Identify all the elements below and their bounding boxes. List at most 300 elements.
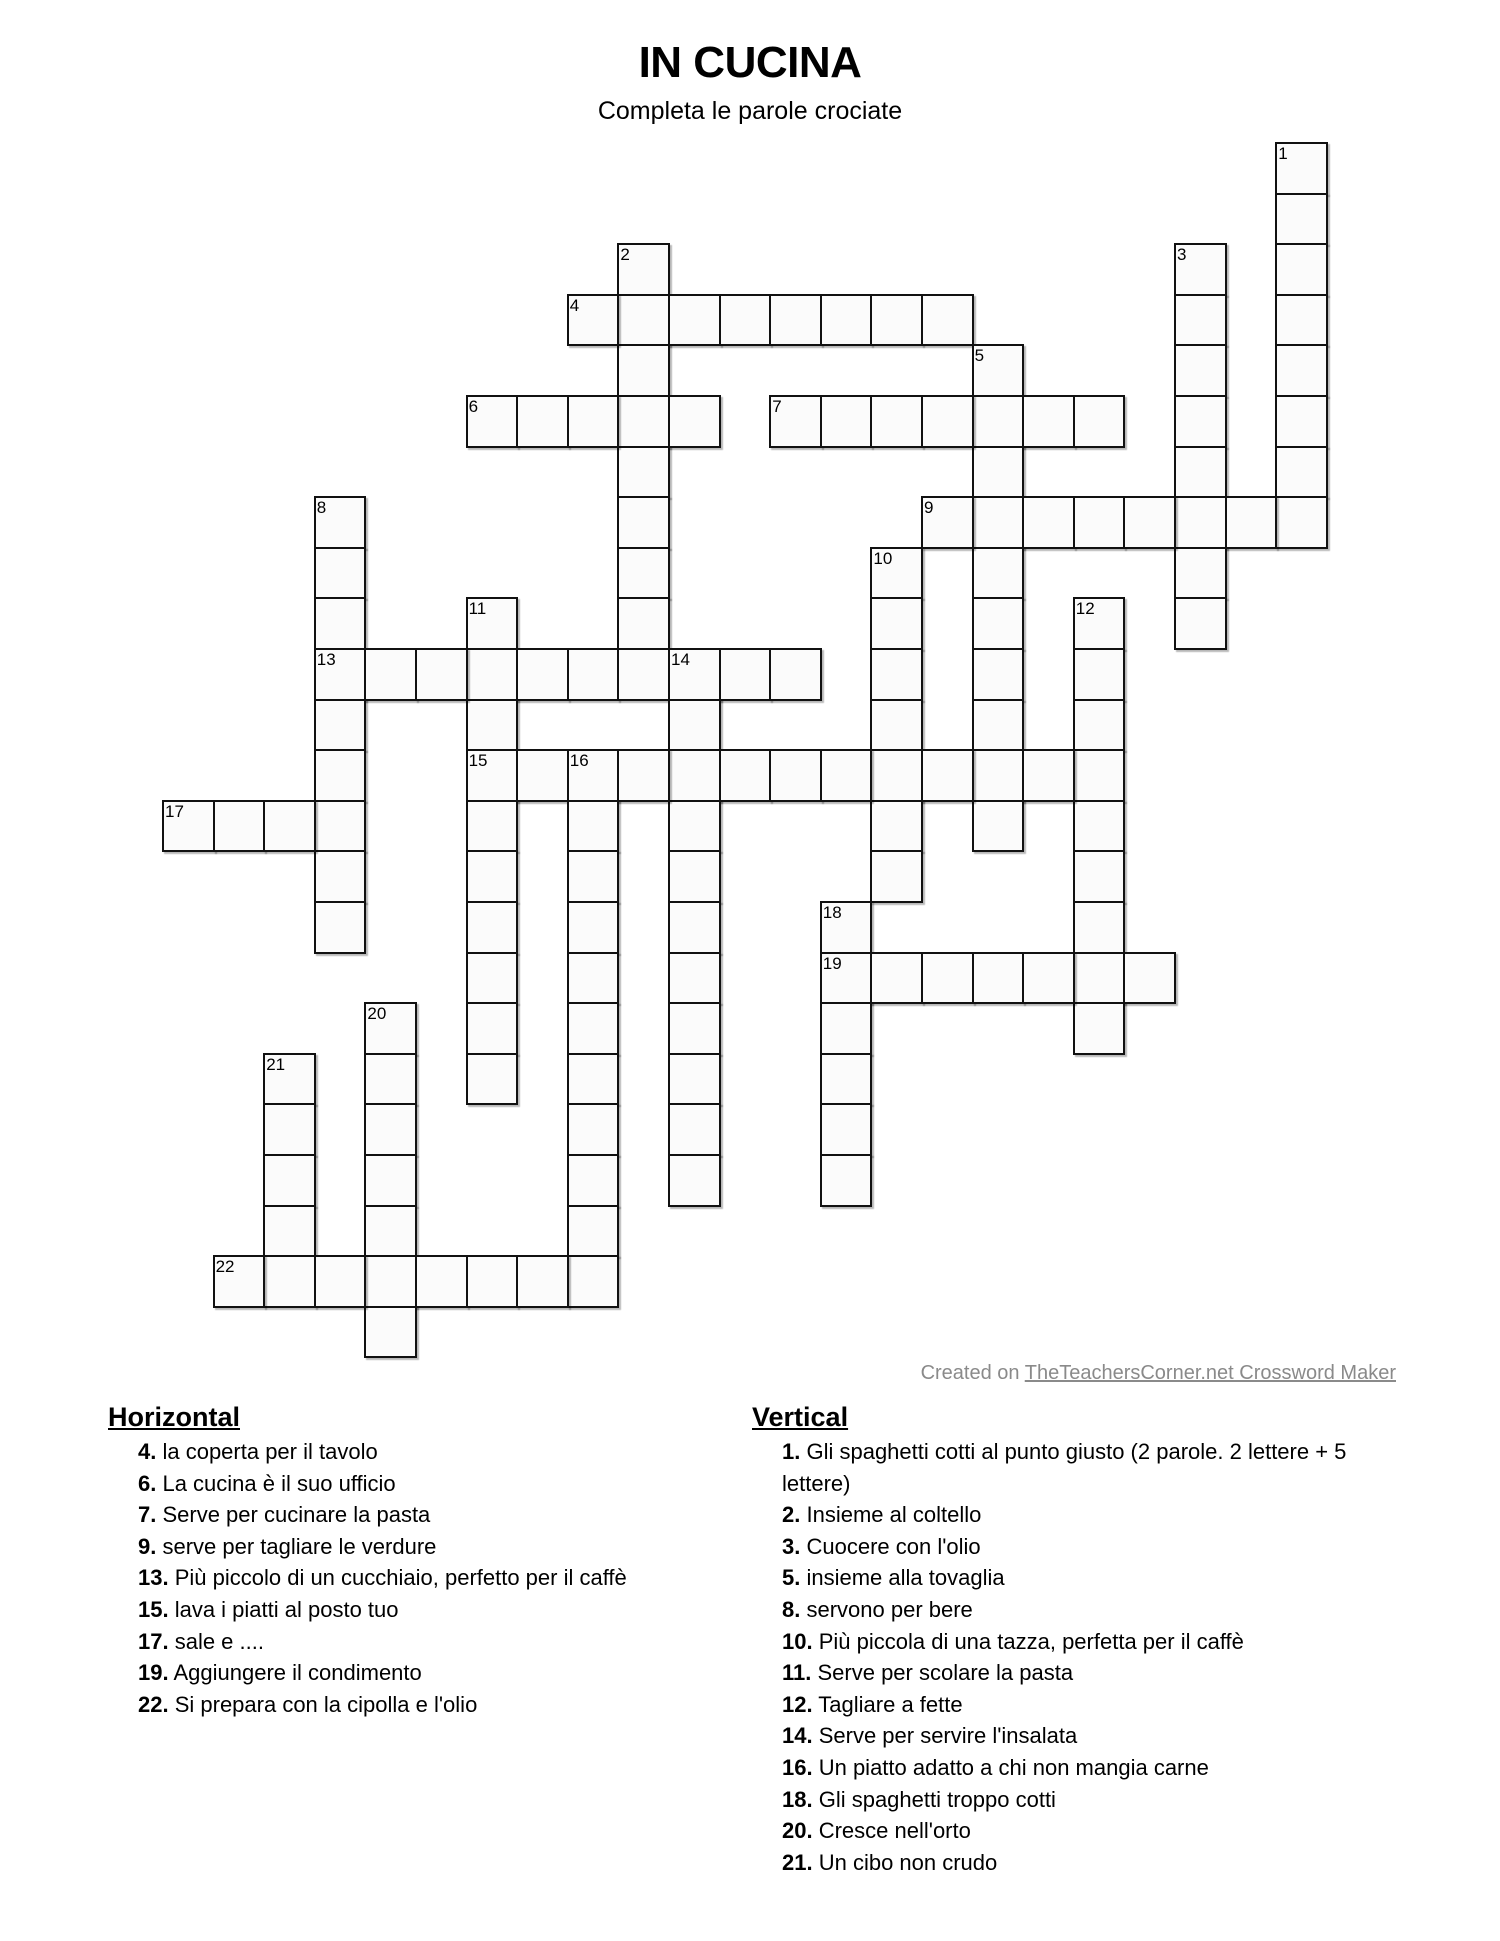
grid-cell[interactable] xyxy=(719,749,772,802)
grid-cell[interactable] xyxy=(314,1255,367,1308)
grid-cell[interactable] xyxy=(466,699,519,752)
letter-input[interactable] xyxy=(569,1257,618,1306)
grid-cell[interactable] xyxy=(314,850,367,903)
grid-cell[interactable] xyxy=(364,1053,417,1106)
grid-cell[interactable] xyxy=(516,749,569,802)
credit-link[interactable]: TheTeachersCorner.net Crossword Maker xyxy=(1024,1362,1396,1384)
grid-cell[interactable] xyxy=(719,648,772,701)
letter-input[interactable] xyxy=(1176,296,1225,345)
letter-input[interactable] xyxy=(316,751,365,800)
letter-input[interactable] xyxy=(974,701,1023,750)
letter-input[interactable] xyxy=(468,1004,517,1053)
letter-input[interactable] xyxy=(670,1156,719,1205)
letter-input[interactable] xyxy=(872,701,921,750)
letter-input[interactable] xyxy=(1277,144,1326,193)
letter-input[interactable] xyxy=(619,599,668,648)
grid-cell[interactable] xyxy=(1174,294,1227,347)
letter-input[interactable] xyxy=(1176,346,1225,395)
grid-cell[interactable] xyxy=(668,294,721,347)
letter-input[interactable] xyxy=(265,1257,314,1306)
grid-cell[interactable] xyxy=(263,1255,316,1308)
grid-cell[interactable] xyxy=(668,1002,721,1055)
letter-input[interactable] xyxy=(316,852,365,901)
grid-cell[interactable] xyxy=(1073,395,1126,448)
letter-input[interactable] xyxy=(771,751,820,800)
grid-cell[interactable] xyxy=(1123,496,1176,549)
letter-input[interactable] xyxy=(366,650,415,699)
letter-input[interactable] xyxy=(316,802,365,851)
grid-cell[interactable] xyxy=(617,547,670,600)
grid-cell[interactable] xyxy=(921,749,974,802)
letter-input[interactable] xyxy=(1075,903,1124,952)
grid-cell[interactable] xyxy=(769,749,822,802)
letter-input[interactable] xyxy=(771,397,820,446)
letter-input[interactable] xyxy=(619,549,668,598)
letter-input[interactable] xyxy=(1075,852,1124,901)
letter-input[interactable] xyxy=(366,1207,415,1256)
letter-input[interactable] xyxy=(822,296,871,345)
grid-cell[interactable] xyxy=(820,395,873,448)
grid-cell[interactable] xyxy=(516,648,569,701)
letter-input[interactable] xyxy=(619,296,668,345)
letter-input[interactable] xyxy=(670,852,719,901)
grid-cell[interactable] xyxy=(668,395,721,448)
grid-cell[interactable] xyxy=(1073,699,1126,752)
grid-cell[interactable] xyxy=(1022,395,1075,448)
grid-cell[interactable] xyxy=(364,1103,417,1156)
letter-input[interactable] xyxy=(164,802,213,851)
letter-input[interactable] xyxy=(569,650,618,699)
letter-input[interactable] xyxy=(215,802,264,851)
grid-cell[interactable] xyxy=(466,800,519,853)
letter-input[interactable] xyxy=(619,448,668,497)
grid-cell[interactable] xyxy=(617,395,670,448)
grid-cell[interactable] xyxy=(567,1205,620,1258)
grid-cell[interactable] xyxy=(1123,952,1176,1005)
grid-cell[interactable] xyxy=(314,496,367,549)
letter-input[interactable] xyxy=(417,650,466,699)
letter-input[interactable] xyxy=(670,903,719,952)
letter-input[interactable] xyxy=(468,701,517,750)
letter-input[interactable] xyxy=(569,852,618,901)
grid-cell[interactable] xyxy=(415,1255,468,1308)
letter-input[interactable] xyxy=(822,954,871,1003)
grid-cell[interactable] xyxy=(567,952,620,1005)
letter-input[interactable] xyxy=(1176,448,1225,497)
letter-input[interactable] xyxy=(1277,448,1326,497)
letter-input[interactable] xyxy=(265,802,314,851)
letter-input[interactable] xyxy=(265,1156,314,1205)
grid-cell[interactable] xyxy=(567,648,620,701)
grid-cell[interactable] xyxy=(466,648,519,701)
grid-cell[interactable] xyxy=(1022,952,1075,1005)
letter-input[interactable] xyxy=(1176,245,1225,294)
grid-cell[interactable] xyxy=(972,344,1025,397)
grid-cell[interactable] xyxy=(213,1255,266,1308)
grid-cell[interactable] xyxy=(1275,496,1328,549)
grid-cell[interactable] xyxy=(567,749,620,802)
letter-input[interactable] xyxy=(872,549,921,598)
grid-cell[interactable] xyxy=(1275,395,1328,448)
letter-input[interactable] xyxy=(923,397,972,446)
letter-input[interactable] xyxy=(923,751,972,800)
letter-input[interactable] xyxy=(1125,954,1174,1003)
grid-cell[interactable] xyxy=(1174,344,1227,397)
letter-input[interactable] xyxy=(670,954,719,1003)
grid-cell[interactable] xyxy=(668,850,721,903)
letter-input[interactable] xyxy=(366,1156,415,1205)
grid-cell[interactable] xyxy=(466,850,519,903)
letter-input[interactable] xyxy=(670,1055,719,1104)
grid-cell[interactable] xyxy=(668,1053,721,1106)
grid-cell[interactable] xyxy=(719,294,772,347)
letter-input[interactable] xyxy=(721,650,770,699)
grid-cell[interactable] xyxy=(668,1154,721,1207)
grid-cell[interactable] xyxy=(668,901,721,954)
letter-input[interactable] xyxy=(265,1105,314,1154)
letter-input[interactable] xyxy=(974,549,1023,598)
grid-cell[interactable] xyxy=(466,597,519,650)
grid-cell[interactable] xyxy=(1073,850,1126,903)
letter-input[interactable] xyxy=(771,296,820,345)
letter-input[interactable] xyxy=(1277,346,1326,395)
grid-cell[interactable] xyxy=(314,547,367,600)
letter-input[interactable] xyxy=(366,1004,415,1053)
letter-input[interactable] xyxy=(872,296,921,345)
letter-input[interactable] xyxy=(468,802,517,851)
letter-input[interactable] xyxy=(1075,701,1124,750)
letter-input[interactable] xyxy=(822,751,871,800)
letter-input[interactable] xyxy=(1075,498,1124,547)
letter-input[interactable] xyxy=(468,650,517,699)
grid-cell[interactable] xyxy=(870,850,923,903)
letter-input[interactable] xyxy=(1024,751,1073,800)
letter-input[interactable] xyxy=(670,296,719,345)
letter-input[interactable] xyxy=(872,599,921,648)
grid-cell[interactable] xyxy=(364,1002,417,1055)
grid-cell[interactable] xyxy=(870,699,923,752)
grid-cell[interactable] xyxy=(1073,496,1126,549)
grid-cell[interactable] xyxy=(972,648,1025,701)
letter-input[interactable] xyxy=(822,903,871,952)
grid-cell[interactable] xyxy=(567,1002,620,1055)
grid-cell[interactable] xyxy=(162,800,215,853)
grid-cell[interactable] xyxy=(1174,547,1227,600)
letter-input[interactable] xyxy=(619,346,668,395)
grid-cell[interactable] xyxy=(921,952,974,1005)
grid-cell[interactable] xyxy=(1174,496,1227,549)
grid-cell[interactable] xyxy=(617,344,670,397)
letter-input[interactable] xyxy=(417,1257,466,1306)
grid-cell[interactable] xyxy=(314,648,367,701)
grid-cell[interactable] xyxy=(617,749,670,802)
letter-input[interactable] xyxy=(619,650,668,699)
grid-cell[interactable] xyxy=(870,952,923,1005)
letter-input[interactable] xyxy=(822,1105,871,1154)
grid-cell[interactable] xyxy=(1174,446,1227,499)
grid-cell[interactable] xyxy=(870,800,923,853)
grid-cell[interactable] xyxy=(364,1154,417,1207)
grid-cell[interactable] xyxy=(466,749,519,802)
grid-cell[interactable] xyxy=(1073,597,1126,650)
grid-cell[interactable] xyxy=(668,1103,721,1156)
grid-cell[interactable] xyxy=(668,800,721,853)
letter-input[interactable] xyxy=(265,1207,314,1256)
letter-input[interactable] xyxy=(619,751,668,800)
letter-input[interactable] xyxy=(518,751,567,800)
grid-cell[interactable] xyxy=(364,1205,417,1258)
letter-input[interactable] xyxy=(569,1105,618,1154)
grid-cell[interactable] xyxy=(617,243,670,296)
grid-cell[interactable] xyxy=(921,395,974,448)
letter-input[interactable] xyxy=(872,954,921,1003)
grid-cell[interactable] xyxy=(972,597,1025,650)
grid-cell[interactable] xyxy=(1073,648,1126,701)
letter-input[interactable] xyxy=(1075,954,1124,1003)
grid-cell[interactable] xyxy=(668,648,721,701)
letter-input[interactable] xyxy=(974,751,1023,800)
letter-input[interactable] xyxy=(569,802,618,851)
letter-input[interactable] xyxy=(974,498,1023,547)
letter-input[interactable] xyxy=(366,1308,415,1357)
letter-input[interactable] xyxy=(518,650,567,699)
grid-cell[interactable] xyxy=(1174,243,1227,296)
grid-cell[interactable] xyxy=(1174,597,1227,650)
letter-input[interactable] xyxy=(1075,397,1124,446)
letter-input[interactable] xyxy=(265,1055,314,1104)
letter-input[interactable] xyxy=(822,1055,871,1104)
letter-input[interactable] xyxy=(316,1257,365,1306)
grid-cell[interactable] xyxy=(1073,1002,1126,1055)
grid-cell[interactable] xyxy=(820,749,873,802)
letter-input[interactable] xyxy=(569,397,618,446)
grid-cell[interactable] xyxy=(1275,142,1328,195)
grid-cell[interactable] xyxy=(1275,243,1328,296)
letter-input[interactable] xyxy=(1277,296,1326,345)
grid-cell[interactable] xyxy=(617,597,670,650)
letter-input[interactable] xyxy=(569,954,618,1003)
grid-cell[interactable] xyxy=(870,648,923,701)
letter-input[interactable] xyxy=(822,1004,871,1053)
grid-cell[interactable] xyxy=(820,1103,873,1156)
grid-cell[interactable] xyxy=(263,1154,316,1207)
grid-cell[interactable] xyxy=(870,749,923,802)
letter-input[interactable] xyxy=(923,498,972,547)
letter-input[interactable] xyxy=(670,1004,719,1053)
letter-input[interactable] xyxy=(468,397,517,446)
grid-cell[interactable] xyxy=(263,1103,316,1156)
letter-input[interactable] xyxy=(1176,549,1225,598)
grid-cell[interactable] xyxy=(314,597,367,650)
grid-cell[interactable] xyxy=(1275,446,1328,499)
letter-input[interactable] xyxy=(670,650,719,699)
grid-cell[interactable] xyxy=(567,1053,620,1106)
letter-input[interactable] xyxy=(468,1257,517,1306)
grid-cell[interactable] xyxy=(870,597,923,650)
grid-cell[interactable] xyxy=(567,850,620,903)
grid-cell[interactable] xyxy=(1073,749,1126,802)
letter-input[interactable] xyxy=(670,701,719,750)
letter-input[interactable] xyxy=(1277,498,1326,547)
grid-cell[interactable] xyxy=(921,496,974,549)
letter-input[interactable] xyxy=(619,397,668,446)
letter-input[interactable] xyxy=(721,296,770,345)
letter-input[interactable] xyxy=(468,903,517,952)
grid-cell[interactable] xyxy=(1073,901,1126,954)
grid-cell[interactable] xyxy=(516,395,569,448)
grid-cell[interactable] xyxy=(972,699,1025,752)
grid-cell[interactable] xyxy=(617,294,670,347)
letter-input[interactable] xyxy=(872,852,921,901)
letter-input[interactable] xyxy=(670,751,719,800)
letter-input[interactable] xyxy=(619,245,668,294)
grid-cell[interactable] xyxy=(972,446,1025,499)
letter-input[interactable] xyxy=(569,1004,618,1053)
grid-cell[interactable] xyxy=(213,800,266,853)
letter-input[interactable] xyxy=(974,346,1023,395)
grid-cell[interactable] xyxy=(1275,193,1328,246)
letter-input[interactable] xyxy=(366,1257,415,1306)
letter-input[interactable] xyxy=(1024,397,1073,446)
letter-input[interactable] xyxy=(1075,1004,1124,1053)
letter-input[interactable] xyxy=(923,296,972,345)
letter-input[interactable] xyxy=(1227,498,1276,547)
grid-cell[interactable] xyxy=(617,648,670,701)
grid-cell[interactable] xyxy=(1174,395,1227,448)
letter-input[interactable] xyxy=(215,1257,264,1306)
letter-input[interactable] xyxy=(1075,650,1124,699)
grid-cell[interactable] xyxy=(567,1255,620,1308)
grid-cell[interactable] xyxy=(263,1205,316,1258)
letter-input[interactable] xyxy=(468,599,517,648)
grid-cell[interactable] xyxy=(415,648,468,701)
grid-cell[interactable] xyxy=(1022,496,1075,549)
grid-cell[interactable] xyxy=(1073,800,1126,853)
grid-cell[interactable] xyxy=(1225,496,1278,549)
letter-input[interactable] xyxy=(670,802,719,851)
letter-input[interactable] xyxy=(1125,498,1174,547)
letter-input[interactable] xyxy=(872,802,921,851)
letter-input[interactable] xyxy=(569,903,618,952)
grid-cell[interactable] xyxy=(972,749,1025,802)
letter-input[interactable] xyxy=(316,498,365,547)
grid-cell[interactable] xyxy=(820,1154,873,1207)
grid-cell[interactable] xyxy=(516,1255,569,1308)
letter-input[interactable] xyxy=(316,599,365,648)
letter-input[interactable] xyxy=(569,296,618,345)
grid-cell[interactable] xyxy=(466,395,519,448)
letter-input[interactable] xyxy=(974,954,1023,1003)
grid-cell[interactable] xyxy=(870,547,923,600)
letter-input[interactable] xyxy=(316,650,365,699)
letter-input[interactable] xyxy=(771,650,820,699)
grid-cell[interactable] xyxy=(972,395,1025,448)
letter-input[interactable] xyxy=(721,751,770,800)
grid-cell[interactable] xyxy=(1275,344,1328,397)
grid-cell[interactable] xyxy=(820,1053,873,1106)
letter-input[interactable] xyxy=(366,1105,415,1154)
grid-cell[interactable] xyxy=(972,800,1025,853)
letter-input[interactable] xyxy=(569,1156,618,1205)
letter-input[interactable] xyxy=(872,650,921,699)
grid-cell[interactable] xyxy=(314,699,367,752)
letter-input[interactable] xyxy=(872,751,921,800)
letter-input[interactable] xyxy=(1075,599,1124,648)
letter-input[interactable] xyxy=(569,1207,618,1256)
grid-cell[interactable] xyxy=(820,952,873,1005)
grid-cell[interactable] xyxy=(364,1306,417,1359)
grid-cell[interactable] xyxy=(567,1154,620,1207)
grid-cell[interactable] xyxy=(769,294,822,347)
letter-input[interactable] xyxy=(468,852,517,901)
grid-cell[interactable] xyxy=(466,901,519,954)
grid-cell[interactable] xyxy=(364,648,417,701)
letter-input[interactable] xyxy=(923,954,972,1003)
letter-input[interactable] xyxy=(366,1055,415,1104)
letter-input[interactable] xyxy=(468,1055,517,1104)
grid-cell[interactable] xyxy=(769,395,822,448)
grid-cell[interactable] xyxy=(921,294,974,347)
grid-cell[interactable] xyxy=(567,1103,620,1156)
letter-input[interactable] xyxy=(1075,802,1124,851)
letter-input[interactable] xyxy=(670,1105,719,1154)
grid-cell[interactable] xyxy=(617,496,670,549)
grid-cell[interactable] xyxy=(466,1053,519,1106)
grid-cell[interactable] xyxy=(668,952,721,1005)
letter-input[interactable] xyxy=(974,802,1023,851)
grid-cell[interactable] xyxy=(870,294,923,347)
grid-cell[interactable] xyxy=(668,749,721,802)
letter-input[interactable] xyxy=(822,397,871,446)
grid-cell[interactable] xyxy=(314,800,367,853)
grid-cell[interactable] xyxy=(668,699,721,752)
grid-cell[interactable] xyxy=(870,395,923,448)
letter-input[interactable] xyxy=(569,751,618,800)
grid-cell[interactable] xyxy=(820,294,873,347)
grid-cell[interactable] xyxy=(314,749,367,802)
letter-input[interactable] xyxy=(619,498,668,547)
grid-cell[interactable] xyxy=(1275,294,1328,347)
letter-input[interactable] xyxy=(1176,599,1225,648)
letter-input[interactable] xyxy=(468,751,517,800)
letter-input[interactable] xyxy=(974,448,1023,497)
letter-input[interactable] xyxy=(1277,245,1326,294)
letter-input[interactable] xyxy=(569,1055,618,1104)
grid-cell[interactable] xyxy=(263,800,316,853)
grid-cell[interactable] xyxy=(567,395,620,448)
grid-cell[interactable] xyxy=(466,1002,519,1055)
letter-input[interactable] xyxy=(974,599,1023,648)
letter-input[interactable] xyxy=(1277,397,1326,446)
letter-input[interactable] xyxy=(1176,498,1225,547)
grid-cell[interactable] xyxy=(820,1002,873,1055)
letter-input[interactable] xyxy=(872,397,921,446)
letter-input[interactable] xyxy=(1024,498,1073,547)
grid-cell[interactable] xyxy=(1073,952,1126,1005)
grid-cell[interactable] xyxy=(617,446,670,499)
grid-cell[interactable] xyxy=(314,901,367,954)
grid-cell[interactable] xyxy=(364,1255,417,1308)
letter-input[interactable] xyxy=(822,1156,871,1205)
grid-cell[interactable] xyxy=(466,952,519,1005)
grid-cell[interactable] xyxy=(567,294,620,347)
grid-cell[interactable] xyxy=(263,1053,316,1106)
grid-cell[interactable] xyxy=(1022,749,1075,802)
letter-input[interactable] xyxy=(316,549,365,598)
letter-input[interactable] xyxy=(1176,397,1225,446)
letter-input[interactable] xyxy=(316,701,365,750)
letter-input[interactable] xyxy=(468,954,517,1003)
